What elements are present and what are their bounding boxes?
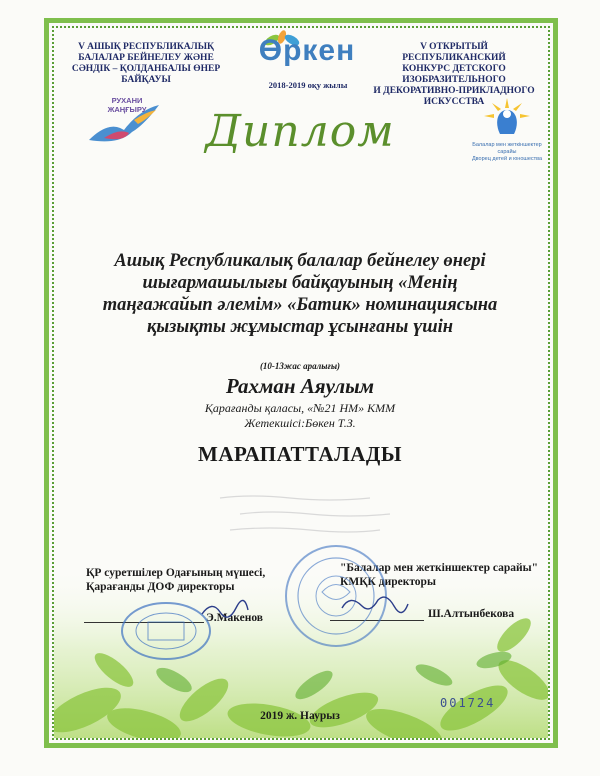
right-signatory-title: "Балалар мен жеткіншектер сарайы" КМҚК директоры: [340, 562, 539, 588]
diploma-title: Диплом: [205, 106, 395, 157]
left-signatory-title: ҚР суретшілер Одағының мүшесі, Қарағанды ДОФ директоры: [86, 567, 266, 593]
right-signatory-name: Ш.Алтынбекова: [428, 608, 515, 620]
school-year: 2018-2019 оқу жылы: [268, 80, 348, 90]
right-signature-icon: [340, 590, 410, 618]
issue-date: 2019 ж. Наурыз: [260, 710, 340, 722]
recipient-school: Қарағанды қаласы, «№21 НМ» КММ: [204, 401, 396, 415]
rukhani-logo-text: РУХАНИ ЖАҢҒЫРУ: [107, 96, 147, 114]
sun-child-icon: [478, 94, 536, 142]
left-signatory-name: Э.Макенов: [206, 612, 264, 624]
age-group: (10-13жас аралығы): [259, 361, 341, 371]
award-verb: МАРАПАТТАЛАДЫ: [198, 442, 402, 466]
faint-bleed-through: [210, 488, 410, 548]
recipient-name: Рахман Аяулым: [225, 374, 375, 398]
header-left-text: V АШЫҚ РЕСПУБЛИКАЛЫҚ БАЛАЛАР БЕЙНЕЛЕУ ЖӘНЕ СӘНДІК – ҚОЛДАНБАЛЫ ӨНЕР БАЙҚАУЫ: [71, 42, 221, 85]
header-right-text: V ОТКРЫТЫЙ РЕСПУБЛИКАНСКИЙ КОНКУРС ДЕТСКОГО ИЗОБРАЗИТЕЛЬНОГО И ДЕКОРАТИВНО-ПРИКЛАДНОГО ИСКУССТВА: [373, 42, 535, 107]
orken-logo-text: Өркен: [258, 34, 356, 67]
left-signature-icon: [200, 598, 250, 620]
palace-logo-caption: Балалар мен жеткіншектер сарайы Дворец детей и юношества: [471, 142, 543, 162]
award-reason: Ашық Республикалық балалар бейнелеу өнері шығармашылығы байқауының «Менің таңғажайып әлемім» «Батик» номинациясына қызықты жұмыстар ұсынғаны үшін: [102, 251, 498, 337]
teacher-name: Жетекшісі:Бөкен Т.З.: [244, 416, 356, 430]
serial-number: 001724: [440, 696, 496, 710]
